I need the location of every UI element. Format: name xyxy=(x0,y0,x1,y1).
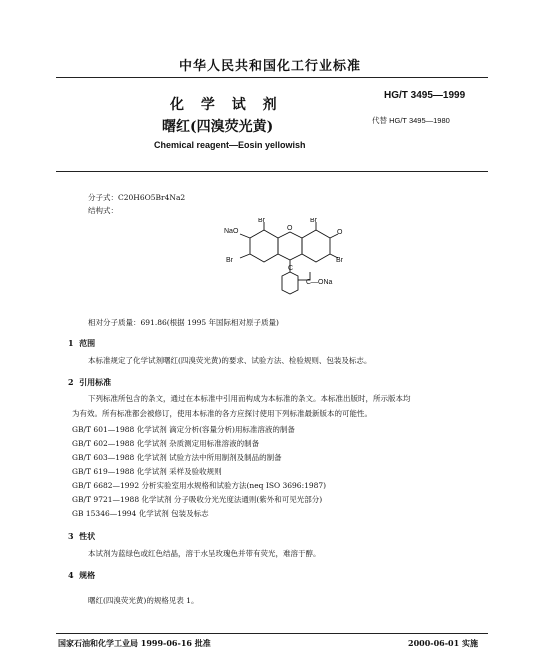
center-ring xyxy=(278,232,302,260)
footer-rule xyxy=(56,633,488,634)
section-3-heading: 3 性状 xyxy=(68,531,96,541)
section-4-heading: 4 规格 xyxy=(68,570,96,580)
ref-item: GB/T 6682—1992 分析实验室用水规格和试验方法(neq ISO 3696:1987) xyxy=(72,481,327,490)
section-1-text: 本标准规定了化学试剂曙红(四溴荧光黄)的要求、试验方法、检验规则、包装及标志。 xyxy=(88,356,372,365)
right-ring xyxy=(302,230,330,262)
section-4-text: 曙红(四溴荧光黄)的规格见表 1。 xyxy=(88,596,199,605)
replaces-note: 代替 HG/T 3495—1980 xyxy=(372,116,450,125)
ref-item: GB/T 603—1988 化学试剂 试验方法中所用制剂及制品的制备 xyxy=(72,453,282,462)
structure-diagram xyxy=(210,218,370,313)
atom-c: C xyxy=(288,265,294,272)
section-2-text1: 下列标准所包含的条文，通过在本标准中引用而构成为本标准的条文。本标准出版时，所示版本均 xyxy=(88,394,411,403)
molecular-mass: 相对分子质量：691.86(根据 1995 年国际相对原子质量) xyxy=(88,318,279,327)
title-line1: 化 学 试 剂 xyxy=(170,97,283,113)
section-1-heading: 1 范围 xyxy=(68,338,96,348)
standard-title: 中华人民共和国化工行业标准 xyxy=(178,59,361,74)
implementation-date: 2000-06-01 实施 xyxy=(408,638,478,648)
ref-item: GB/T 601—1988 化学试剂 滴定分析(容量分析)用标准溶液的制备 xyxy=(72,425,295,434)
molecular-formula: 分子式：C20H6O5Br4Na2 xyxy=(88,193,186,202)
atom-br1: Br xyxy=(258,218,265,224)
atom-br3: Br xyxy=(226,257,233,264)
atom-br2: Br xyxy=(310,218,317,224)
ref-item: GB/T 602—1988 化学试剂 杂质测定用标准溶液的制备 xyxy=(72,439,260,448)
title-line2: 曙红(四溴荧光黄) xyxy=(162,119,274,135)
atom-o-keto: O xyxy=(337,229,343,236)
ref-item: GB 15346—1994 化学试剂 包装及标志 xyxy=(72,509,209,518)
section-3-text: 本试剂为蓝绿色或红色结晶，溶于水呈玫瑰色并带有荧光，难溶于醇。 xyxy=(88,549,321,558)
benzene-ring xyxy=(282,272,298,294)
atom-ona: NaO xyxy=(224,228,239,235)
structure-label: 结构式： xyxy=(88,206,118,215)
section-2-text2: 为有效。所有标准都会被修订，使用本标准的各方应探讨使用下列标准最新版本的可能性。 xyxy=(72,409,372,418)
atom-br4: Br xyxy=(336,257,343,264)
approval-date: 国家石油和化学工业局 1999-06-16 批准 xyxy=(58,638,211,648)
atom-cona: C—ONa xyxy=(306,279,333,286)
ref-item: GB/T 619—1988 化学试剂 采样及验收规则 xyxy=(72,467,222,476)
english-title: Chemical reagent—Eosin yellowish xyxy=(154,140,306,150)
standard-code: HG/T 3495—1999 xyxy=(384,90,466,101)
atom-o-bridge: O xyxy=(287,225,293,232)
title-rule xyxy=(56,171,488,172)
ref-item: GB/T 9721—1988 化学试剂 分子吸收分光光度法通则(紫外和可见光部分) xyxy=(72,495,323,504)
header-rule xyxy=(56,77,488,78)
section-2-heading: 2 引用标准 xyxy=(68,377,112,387)
left-ring xyxy=(250,230,278,262)
